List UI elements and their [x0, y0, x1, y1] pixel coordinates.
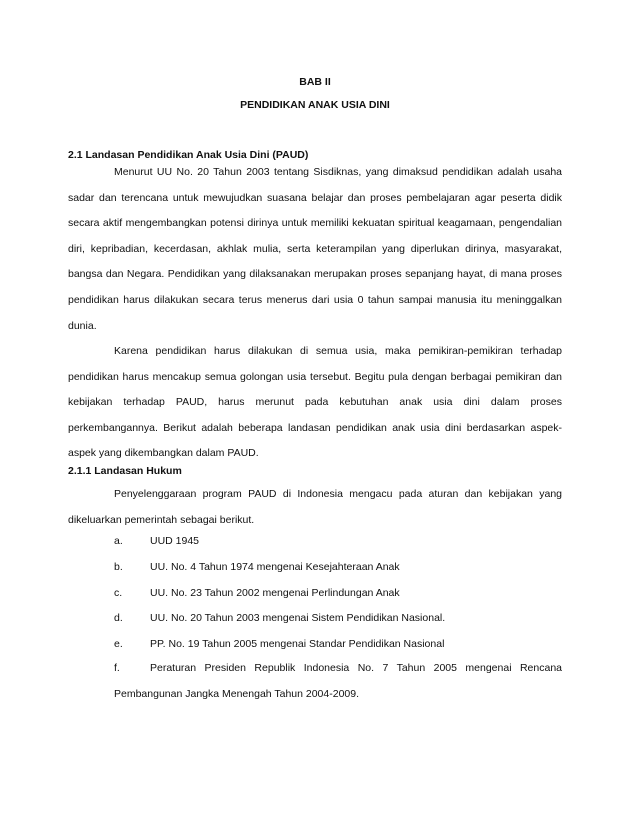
paragraph-3: Penyelenggaraan program PAUD di Indonesia mengacu pada aturan dan kebijakan yang dikeluarkan pemerintah sebagai berikut. — [68, 488, 562, 526]
chapter-number: BAB II — [299, 76, 331, 88]
list-text: Peraturan Presiden Republik Indonesia No. 7 Tahun 2005 mengenai Rencana Pembangunan Jangka Menengah Tahun 2004-2009. — [114, 662, 562, 700]
list-item — [114, 638, 444, 650]
list-marker: a. — [114, 535, 123, 547]
list-marker: e. — [114, 638, 123, 650]
list-item — [114, 612, 445, 624]
list-text: PP. No. 19 Tahun 2005 mengenai Standar Pendidikan Nasional — [150, 638, 445, 650]
list-item — [114, 561, 400, 573]
paragraph-1: Menurut UU No. 20 Tahun 2003 tentang Sisdiknas, yang dimaksud pendidikan adalah usaha sadar dan terencana untuk mewujudkan suasana belajar dan proses pembelajaran agar peserta didik secara aktif mengembangkan potensi dirinya untuk memiliki kekuatan spiritual keagamaan, pengendalian diri, kepribadian, kecerdasan, akhlak mulia, serta keterampilan yang diperlukan dirinya, masyarakat, bangsa dan Negara. Pendidikan yang dilaksanakan merupakan proses sepanjang hayat, di mana proses pendidikan harus dilakukan secara terus menerus dari usia 0 tahun sampai manusia itu meninggalkan dunia. — [68, 166, 562, 332]
list-marker: c. — [114, 587, 123, 599]
list-text: UU. No. 20 Tahun 2003 mengenai Sistem Pendidikan Nasional. — [150, 612, 446, 624]
list-item — [114, 656, 562, 707]
list-marker: d. — [114, 612, 123, 624]
list-item — [114, 535, 199, 547]
list-marker: f. — [114, 662, 120, 674]
paragraph-2: Karena pendidikan harus dilakukan di semua usia, maka pemikiran-pemikiran terhadap pendidikan harus mencakup semua golongan usia tersebut. Begitu pula dengan berbagai pemikiran dan kebijakan terhadap PAUD, harus merunut pada kebutuhan anak usia dini dalam proses perkembangannya. Berikut adalah beberapa landasan pendidikan anak usia dini berdasarkan aspek-aspek yang dikembangkan dalam PAUD. — [68, 345, 562, 460]
section-heading: 2.1 Landasan Pendidikan Anak Usia Dini (PAUD) — [68, 149, 309, 161]
list-item — [114, 587, 400, 599]
list-text: UUD 1945 — [150, 535, 200, 547]
subsection-heading: 2.1.1 Landasan Hukum — [68, 465, 182, 477]
list-text: UU. No. 4 Tahun 1974 mengenai Kesejahteraan Anak — [150, 561, 400, 573]
list-text: UU. No. 23 Tahun 2002 mengenai Perlindungan Anak — [150, 587, 400, 599]
chapter-title: PENDIDIKAN ANAK USIA DINI — [240, 99, 390, 111]
list-marker: b. — [114, 561, 123, 573]
